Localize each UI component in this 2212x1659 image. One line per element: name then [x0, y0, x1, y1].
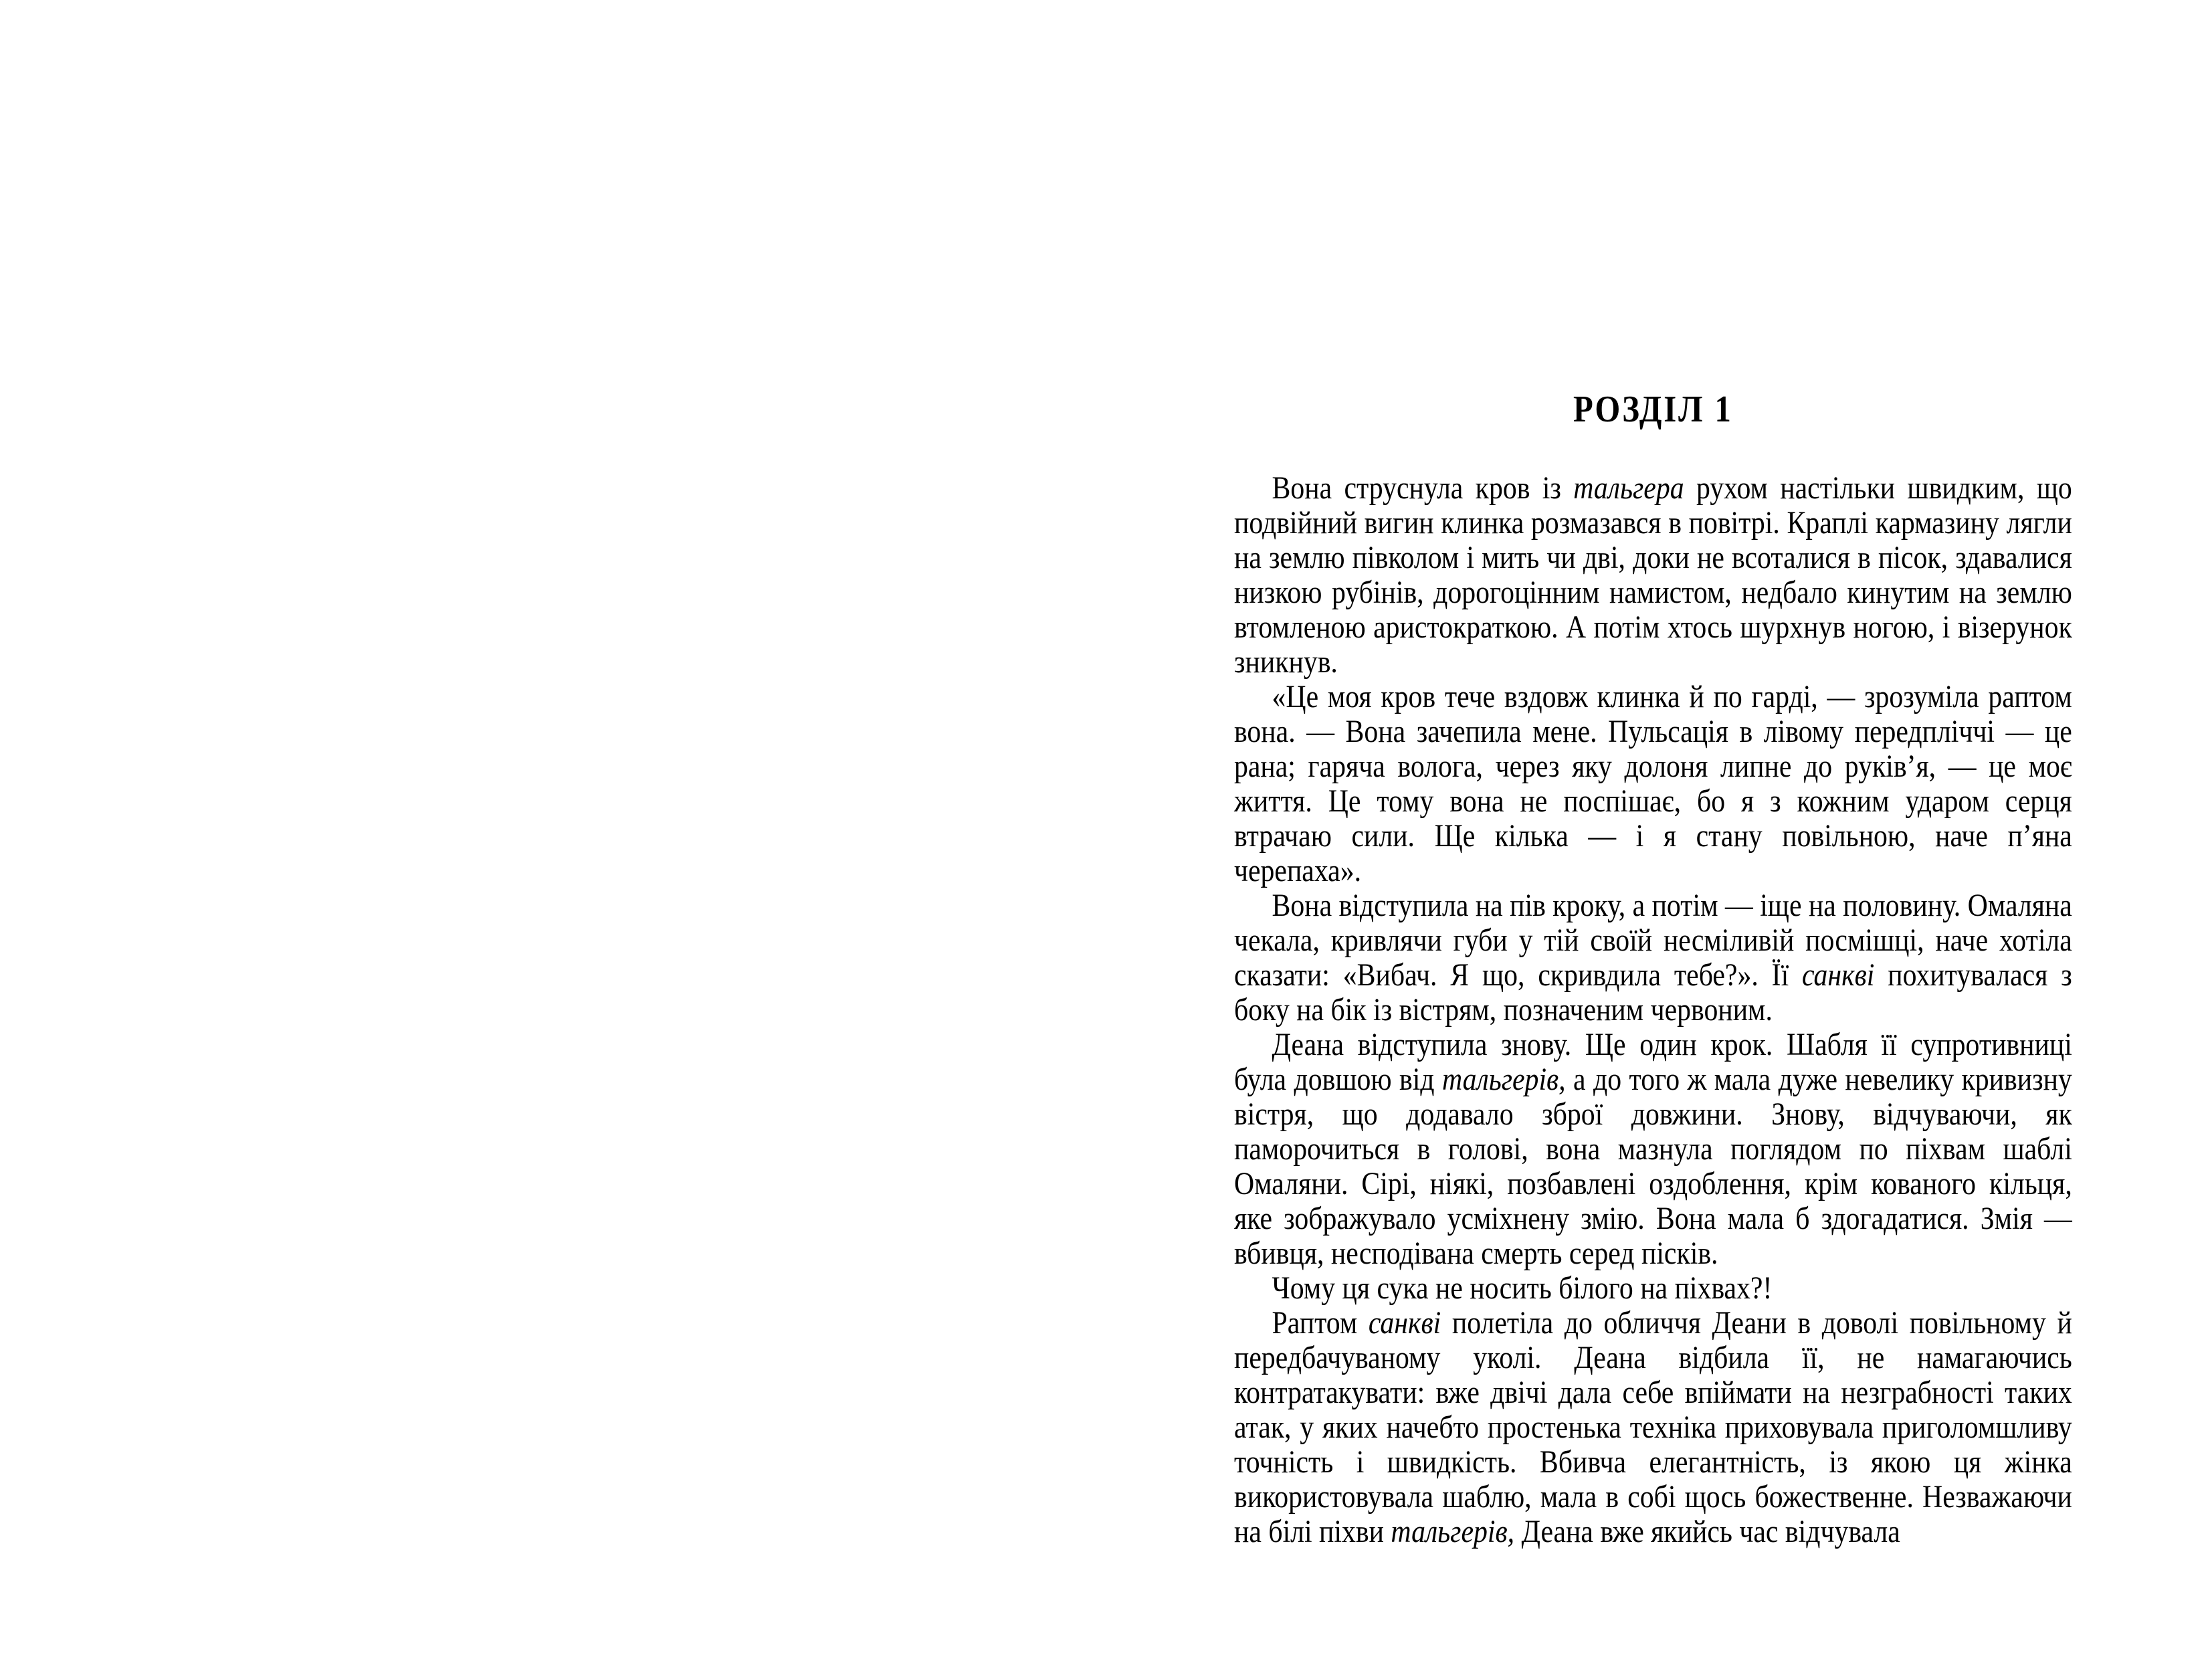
- italic-term: санкві: [1802, 957, 1875, 993]
- text-segment: Раптом: [1272, 1305, 1369, 1341]
- paragraph: [1234, 1306, 2072, 1549]
- chapter-text-column: [1234, 391, 2072, 1549]
- text-segment: рухом настільки швидким, що подвійний вигин клинка розмазався в повітрі. Краплі кармазину лягли на землю півколом і мить чи дві, доки не всоталися в пісок, здавалися низкою рубінів, дорогоцінним намистом, недбало кинутим на землю втомленою аристократкою. А потім хтось шурхнув ногою, і візерунок зникнув.: [1234, 470, 2072, 680]
- paragraph: [1234, 888, 2072, 1028]
- italic-term: тальгерів,: [1441, 1062, 1566, 1097]
- paragraph: [1234, 1271, 2072, 1306]
- italic-term: санкві: [1368, 1305, 1441, 1341]
- text-segment: похитувалася з боку на бік із вістрям, позначеним червоним.: [1234, 957, 2072, 1028]
- paragraph: [1234, 1028, 2072, 1271]
- text-segment: Деана відступила знову. Ще один крок. Шабля її супротивниці була довшою від: [1234, 1027, 2072, 1097]
- paragraph: [1234, 471, 2072, 680]
- text-block: [1234, 471, 2072, 1549]
- text-segment: Вона відступила на пів кроку, а потім — іще на половину. Омаляна чекала, кривлячи губи у тій своїй несміливій посмішці, наче хотіла сказати: «Вибач. Я що, скривдила тебе?». Її: [1234, 888, 2072, 993]
- italic-term: тальгера: [1573, 470, 1684, 506]
- text-segment: Деана вже якийсь час відчувала: [1514, 1514, 1900, 1549]
- text-segment: Чому ця сука не носить білого на піхвах?!: [1272, 1270, 1773, 1306]
- chapter-title: РОЗДІЛ 1: [1573, 389, 1733, 430]
- italic-term: тальгерів,: [1391, 1514, 1515, 1549]
- text-segment: Вона струснула кров із: [1272, 470, 1574, 506]
- text-segment: «Це моя кров тече вздовж клинка й по гарді, — зрозуміла раптом вона. — Вона зачепила мене. Пульсація в лівому передпліччі — це рана; гаряча волога, через яку долоня липне до руків’я, — це моє життя. Це тому вона не поспішає, бо я з кожним ударом серця втрачаю сили. Ще кілька — і я стану повільною, наче п’яна черепаха».: [1234, 679, 2072, 888]
- paragraph: [1234, 680, 2072, 888]
- text-segment: а до того ж мала дуже невелику кривизну вістря, що додавало зброї довжини. Знову, відчуваючи, як паморочиться в голові, вона мазнула поглядом по піхвам шаблі Омаляни. Сірі, ніякі, позбавлені оздоблення, крім кованого кільця, яке зображувало усміхнену змію. Вона мала б здогадатися. Змія — вбивця, несподівана смерть серед пісків.: [1234, 1062, 2072, 1271]
- text-segment: полетіла до обличчя Деани в доволі повільному й передбачуваному уколі. Деана відбила її, не намагаючись контратакувати: вже двічі дала себе впіймати на незграбності таких атак, у яких начебто простенька техніка приховувала приголомшливу точність і швидкість. Вбивча елегантність, із якою ця жінка використовувала шаблю, мала в собі щось божественне. Незважаючи на білі піхви: [1234, 1305, 2072, 1549]
